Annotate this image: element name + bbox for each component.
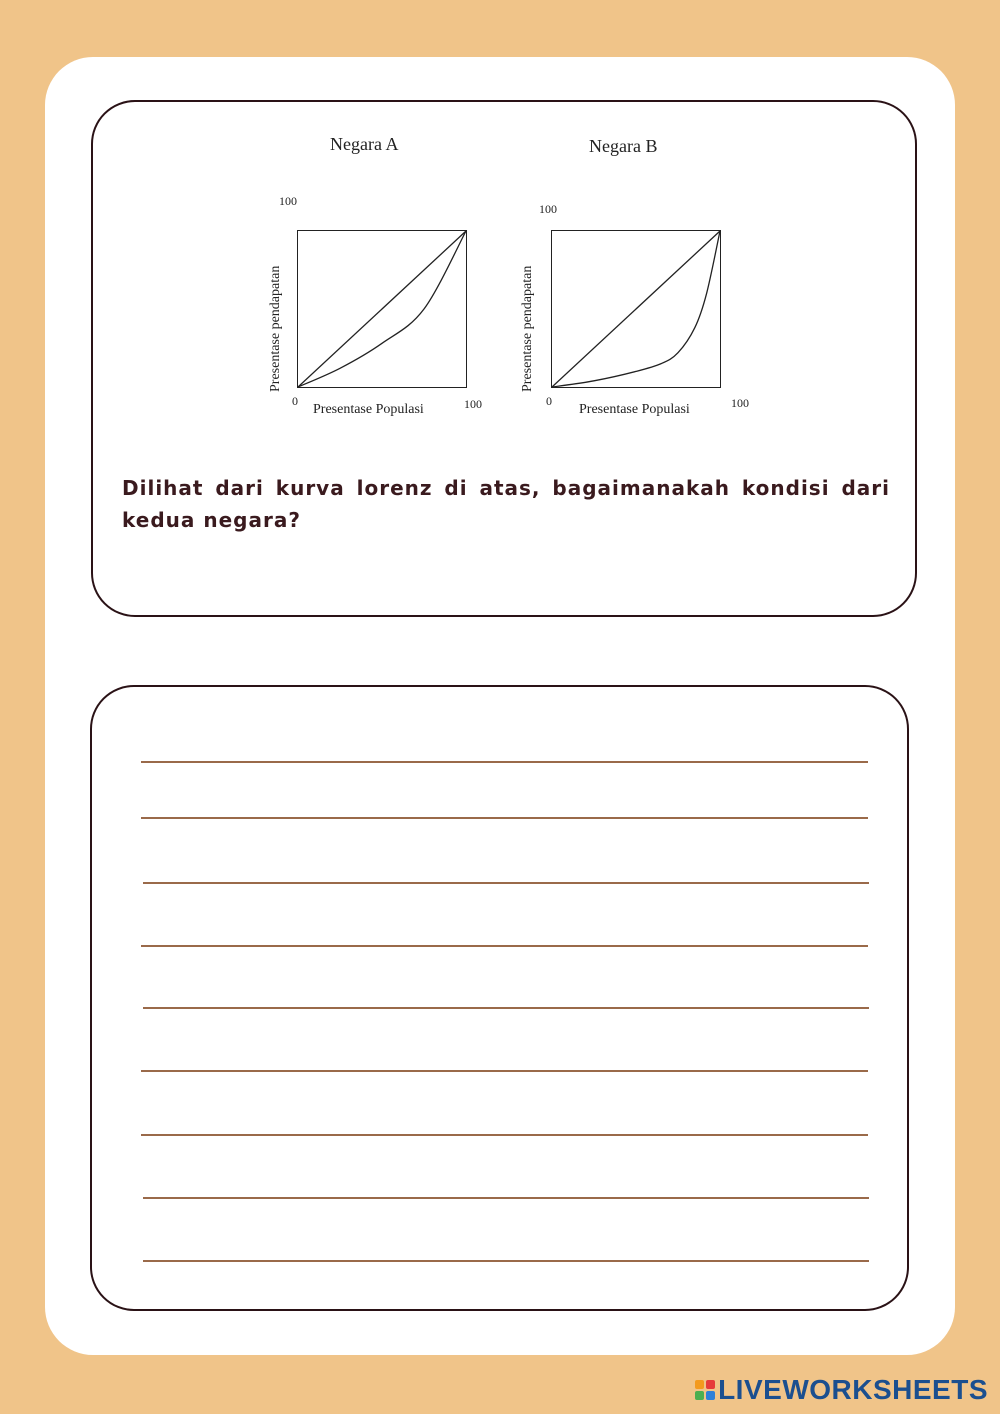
equality-line (552, 231, 720, 387)
plot-svg (552, 231, 720, 387)
answer-line[interactable] (143, 1260, 869, 1262)
liveworksheets-logo-icon (695, 1380, 715, 1400)
chart-title: Negara A (330, 134, 399, 154)
answer-line[interactable] (143, 1007, 869, 1009)
x-axis-label: Presentase Populasi (313, 402, 424, 417)
y-axis-label: Presentase pendapatan (268, 265, 283, 392)
answer-line[interactable] (143, 1197, 869, 1199)
question-text: Dilihat dari kurva lorenz di atas, bagaimanakah kondisi dari kedua negara? (122, 476, 890, 532)
logo-square (695, 1391, 704, 1400)
origin-tick-label: 0 (546, 394, 552, 408)
logo-square (706, 1380, 715, 1389)
x-max-tick-label: 100 (464, 397, 482, 411)
chart-title: Negara B (589, 136, 658, 156)
y-max-tick-label: 100 (539, 202, 557, 216)
answer-line[interactable] (141, 817, 868, 819)
equality-line (298, 231, 466, 387)
answer-line[interactable] (141, 1070, 868, 1072)
logo-square (706, 1391, 715, 1400)
logo-square (695, 1380, 704, 1389)
liveworksheets-brand[interactable] (695, 1374, 988, 1406)
answer-line[interactable] (141, 1134, 868, 1136)
plot-area (297, 230, 467, 388)
x-max-tick-label: 100 (731, 396, 749, 410)
question-card (91, 100, 917, 617)
answer-line[interactable] (141, 945, 868, 947)
plot-svg (298, 231, 466, 387)
brand-name: LIVEWORKSHEETS (718, 1374, 988, 1405)
origin-tick-label: 0 (292, 394, 298, 408)
y-axis-label: Presentase pendapatan (520, 265, 535, 392)
y-max-tick-label: 100 (279, 194, 297, 208)
x-axis-label: Presentase Populasi (579, 402, 690, 417)
answer-line[interactable] (141, 761, 868, 763)
answer-line[interactable] (143, 882, 869, 884)
plot-area (551, 230, 721, 388)
answer-card[interactable] (90, 685, 909, 1311)
